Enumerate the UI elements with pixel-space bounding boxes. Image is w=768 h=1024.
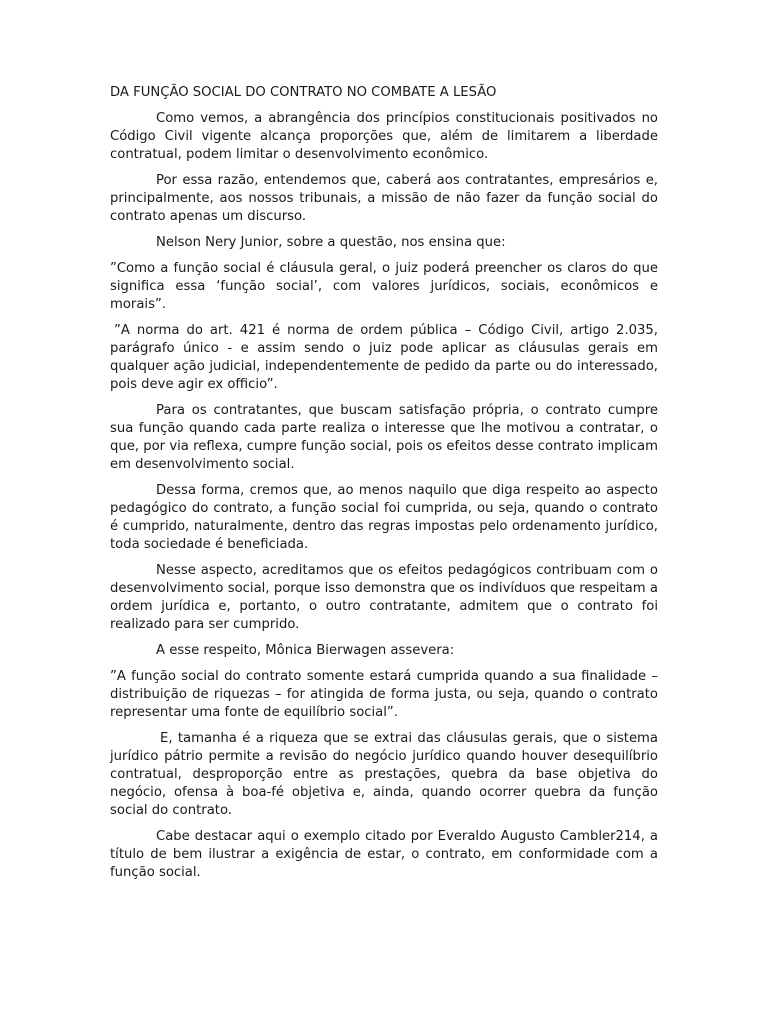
paragraph-nery-intro: Nelson Nery Junior, sobre a questão, nos ensina que: — [156, 235, 506, 250]
quote-bierwagen: ”A função social do contrato somente estará cumprida quando a sua finalidade – distribuição de riquezas – for atingida de forma justa, ou seja, quando o contrato representar uma fonte de equilíbrio social”. — [110, 669, 658, 720]
paragraph-bierwagen-intro: A esse respeito, Mônica Bierwagen assevera: — [156, 643, 455, 658]
paragraph-aspecto: Nesse aspecto, acreditamos que os efeitos pedagógicos contribuam com o desenvolvimento social, porque isso demonstra que os indivíduos que respeitam a ordem jurídica e, portanto, o outro contratante, admitem que o contrato foi realizado para ser cumprido. — [110, 563, 658, 632]
document-page — [110, 84, 658, 890]
paragraph-riqueza: E, tamanha é a riqueza que se extrai das cláusulas gerais, que o sistema jurídico pátrio permite a revisão do negócio jurídico quando houver desequilíbrio contratual, desproporção entre as prestações, quebra da base objetiva do negócio, ofensa à boa-fé objetiva e, ainda, quando ocorrer quebra da função social do contrato. — [110, 731, 658, 818]
quote-nery-1: ”Como a função social é cláusula geral, o juiz poderá preencher os claros do que significa essa ‘função social’, com valores jurídicos, sociais, econômicos e morais”. — [110, 261, 658, 312]
quote-nery-2: ”A norma do art. 421 é norma de ordem pública – Código Civil, artigo 2.035, parágrafo único - e assim sendo o juiz pode aplicar as cláusulas gerais em qualquer ação judicial, independentemente de pedido da parte ou do interessado, pois deve agir ex officio”. — [110, 323, 658, 392]
paragraph-reason: Por essa razão, entendemos que, caberá aos contratantes, empresários e, principalmente, aos nossos tribunais, a missão de não fazer da função social do contrato apenas um discurso. — [110, 173, 658, 224]
paragraph-cambler: Cabe destacar aqui o exemplo citado por Everaldo Augusto Cambler214, a título de bem ilustrar a exigência de estar, o contrato, em conformidade com a função social. — [110, 829, 658, 880]
paragraph-intro: Como vemos, a abrangência dos princípios constitucionais positivados no Código Civil vigente alcança proporções que, além de limitarem a liberdade contratual, podem limitar o desenvolvimento econômico. — [110, 111, 658, 162]
document-title: DA FUNÇÃO SOCIAL DO CONTRATO NO COMBATE A LESÃO — [110, 85, 497, 100]
paragraph-pedagogico: Dessa forma, cremos que, ao menos naquilo que diga respeito ao aspecto pedagógico do contrato, a função social foi cumprida, ou seja, quando o contrato é cumprido, naturalmente, dentro das regras impostas pelo ordenamento jurídico, toda sociedade é beneficiada. — [110, 483, 658, 552]
paragraph-contratantes: Para os contratantes, que buscam satisfação própria, o contrato cumpre sua função quando cada parte realiza o interesse que lhe motivou a contratar, o que, por via reflexa, cumpre função social, pois os efeitos desse contrato implicam em desenvolvimento social. — [110, 403, 658, 472]
